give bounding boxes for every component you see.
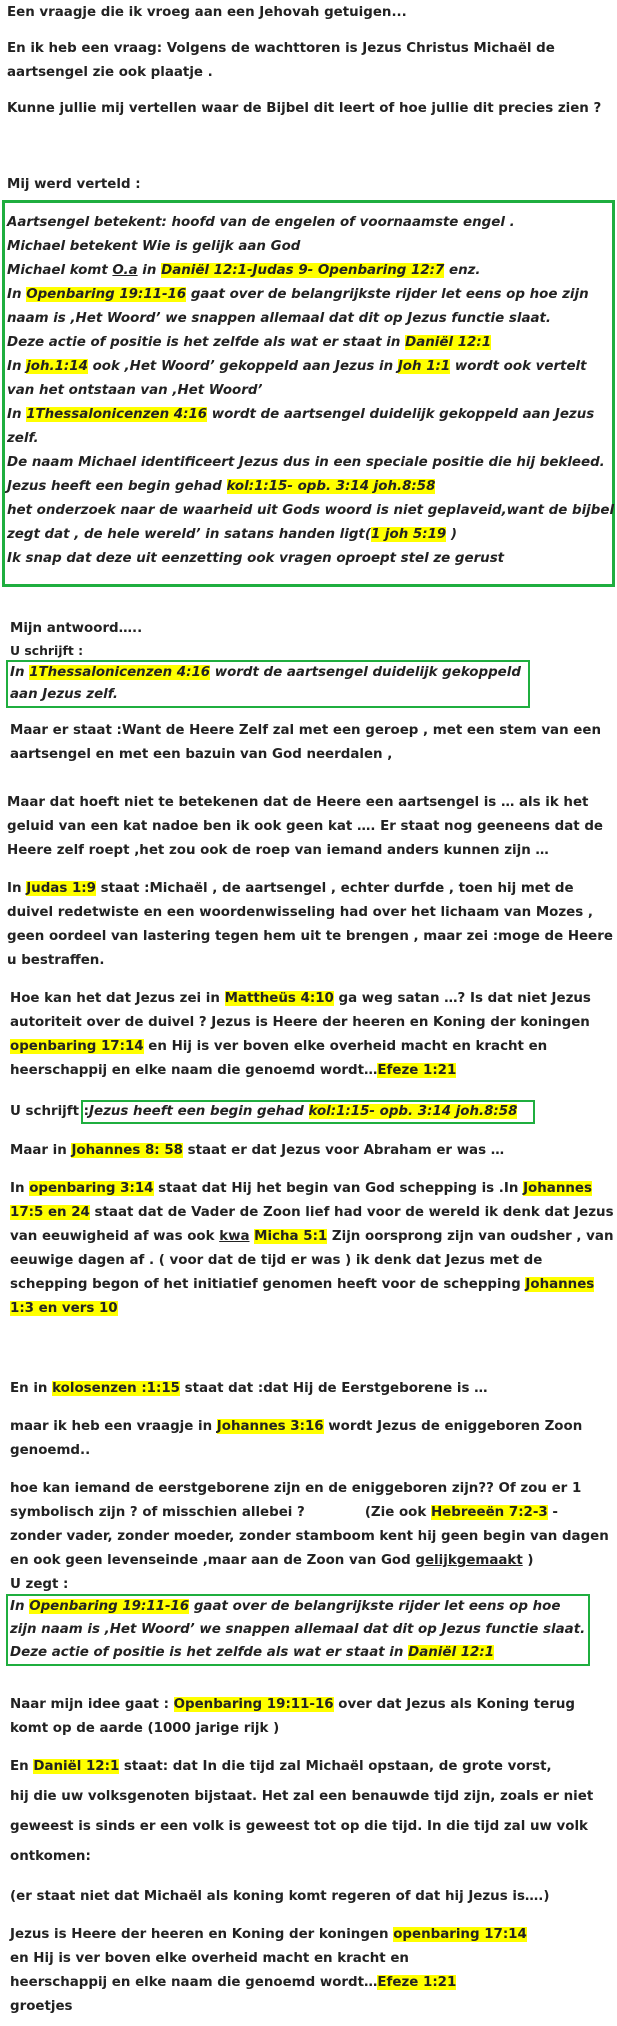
text: gelijkgemaakt: [415, 1553, 523, 1568]
text: Deze actie of positie is het zelfde als wat er staat in: [10, 1645, 409, 1660]
bible-reference: Daniël 12:1: [408, 1645, 495, 1660]
bible-reference: joh.1:14: [26, 359, 88, 374]
quote3-line-2: zijn naam is ,Het Woord’ we snappen allemaal dat dit op Jezus functie slaat.: [10, 1622, 586, 1637]
text: zegt dat , de hele wereld’ in satans handen ligt(: [7, 527, 371, 542]
text: Maar in: [10, 1143, 72, 1158]
text: staat: dat In die tijd zal Michaël opstaan, de grote vorst,: [119, 1759, 552, 1774]
text: van eeuwigheid af was ook: [10, 1229, 220, 1244]
p2-line-3: Heere zelf roept ,het zou ook de roep van iemand anders kunnen zijn …: [7, 843, 549, 858]
bible-reference: Mattheüs 4:10: [224, 991, 334, 1006]
p11-line-4: ontkomen:: [10, 1849, 91, 1864]
p4-line-3: [10, 1038, 547, 1056]
bible-reference: Micha 5:1: [254, 1229, 328, 1244]
text: (Zie ook: [364, 1505, 431, 1520]
told-line-2: Michael betekent Wie is gelijk aan God: [7, 239, 301, 254]
p4-line-1: [10, 990, 591, 1008]
intro-line-3: Kunne jullie mij vertellen waar de Bijbel dit leert of hoe jullie dit precies zien ?: [7, 101, 602, 116]
you-say-label: U zegt :: [10, 1577, 69, 1592]
text: In: [10, 1181, 30, 1196]
p6-line-5: [10, 1276, 594, 1294]
text: -: [547, 1505, 558, 1520]
closing-line: groetjes: [10, 1999, 73, 2014]
told-line-7: [7, 358, 587, 376]
text: En: [10, 1759, 34, 1774]
told-line-14: [7, 526, 457, 544]
text: wordt ook vertelt: [450, 359, 587, 374]
text: gaat over de belangrijkste rijder let eens op hoe zijn: [186, 287, 589, 302]
text: ga weg satan …? Is dat niet Jezus: [333, 991, 591, 1006]
bible-reference: openbaring 17:14: [393, 1927, 527, 1942]
text: Jezus is Heere der heeren en Koning der koningen: [10, 1927, 394, 1942]
bible-reference: kolosenzen :1:15: [52, 1381, 180, 1396]
p2-line-2: geluid van een kat nadoe ben ik ook geen kat …. Er staat nog geeneens dat de: [7, 819, 603, 834]
bible-reference: Johannes 3:16: [216, 1419, 324, 1434]
p10-line-1: [10, 1696, 575, 1714]
text: ): [446, 527, 458, 542]
answer-heading: Mijn antwoord…..: [10, 621, 143, 636]
bible-reference: 1:3 en vers 10: [10, 1301, 118, 1316]
intro-line-2a: En ik heb een vraag: Volgens de wachttoren is Jezus Christus Michaël de: [7, 41, 555, 56]
text: Zijn oorsprong zijn van oudsher , van: [327, 1229, 614, 1244]
p9-line-3: zonder vader, zonder moeder, zonder stamboom kent hij geen begin van dagen: [10, 1529, 609, 1544]
p5-line: [10, 1142, 504, 1160]
text: schepping begon of het initiatief genomen heeft voor de schepping: [10, 1277, 526, 1292]
text: Naar mijn idee gaat :: [10, 1697, 174, 1712]
p3-line-4: u bestraffen.: [7, 953, 105, 968]
told-line-13: het onderzoek naar de waarheid uit Gods woord is niet geplaveid,want de bijbel: [7, 503, 615, 518]
text: Michael komt: [7, 263, 113, 278]
bible-reference: Daniël 12:1-Judas 9- Openbaring 12:7: [161, 263, 445, 278]
p6-line-6: [10, 1300, 118, 1318]
bible-reference: Joh 1:1: [397, 359, 451, 374]
text: symbolisch zijn ? of misschien allebei ?: [10, 1505, 305, 1520]
quote1-line-2: aan Jezus zelf.: [10, 687, 118, 702]
quote3-line-1: [10, 1598, 560, 1616]
text: In: [10, 665, 30, 680]
p12-line: (er staat niet dat Michaël als koning komt regeren of dat hij Jezus is….): [10, 1889, 550, 1904]
bible-reference: Daniël 12:1: [405, 335, 492, 350]
text: kwa: [219, 1229, 250, 1244]
text: staat :Michaël , de aartsengel , echter durfde , toen hij met de: [95, 881, 574, 896]
bible-reference: Openbaring 19:11-16: [173, 1697, 334, 1712]
told-line-9: [7, 406, 594, 424]
p1-line-2: aartsengel en met een bazuin van God neerdalen ,: [10, 747, 393, 762]
bible-reference: Johannes: [523, 1181, 592, 1196]
text: maar ik heb een vraagje in: [10, 1419, 217, 1434]
told-line-8: van het ontstaan van ,Het Woord’: [7, 383, 263, 398]
text: O.a: [112, 263, 138, 278]
bible-reference: Openbaring 19:11-16: [29, 1599, 190, 1614]
p3-line-1: [7, 880, 574, 898]
p8-line-2: genoemd..: [10, 1443, 91, 1458]
p2-line-1: Maar dat hoeft niet te betekenen dat de Heere een aartsengel is … als ik het: [7, 795, 589, 810]
text: Jezus heeft een begin gehad: [7, 479, 227, 494]
told-line-6: [7, 334, 491, 352]
p10-line-2: komt op de aarde (1000 jarige rijk ): [10, 1721, 280, 1736]
text: In: [7, 881, 27, 896]
text: In: [7, 359, 27, 374]
bible-reference: Efeze 1:21: [377, 1063, 457, 1078]
told-heading: Mij werd verteld :: [7, 177, 141, 192]
text: Deze actie of positie is het zelfde als wat er staat in: [7, 335, 406, 350]
text: enz.: [444, 263, 481, 278]
p4-line-4: [10, 1062, 456, 1080]
text: staat er dat Jezus voor Abraham er was …: [182, 1143, 505, 1158]
p6-line-1: [10, 1180, 592, 1198]
quote2-line: [10, 1103, 517, 1121]
told-line-15: Ik snap dat deze uit eenzetting ook vragen oproept stel ze gerust: [7, 551, 505, 566]
text: staat dat Hij het begin van God schepping is .In: [153, 1181, 524, 1196]
bible-reference: openbaring 3:14: [29, 1181, 154, 1196]
p9-line-4: [10, 1552, 534, 1570]
text: en Hij is ver boven elke overheid macht en kracht en: [143, 1039, 548, 1054]
text: staat dat :dat Hij de Eerstgeborene is …: [180, 1381, 488, 1396]
bible-reference: Johannes 8: 58: [71, 1143, 183, 1158]
bible-reference: Efeze 1:21: [377, 1975, 457, 1990]
intro-line-2b: aartsengel zie ook plaatje .: [7, 65, 213, 80]
bible-reference: 1 joh 5:19: [370, 527, 447, 542]
p6-line-3: [10, 1228, 613, 1246]
text: In: [7, 407, 27, 422]
bible-reference: kol:1:15- opb. 3:14 joh.8:58: [308, 1104, 518, 1119]
p6-line-4: eeuwige dagen af . ( voor dat de tijd er was ) ik denk dat Jezus met de: [10, 1253, 543, 1268]
text: In: [7, 287, 27, 302]
p13-line-3: [10, 1974, 456, 1992]
text: Hoe kan het dat Jezus zei in: [10, 991, 225, 1006]
p11-line-1: [10, 1758, 552, 1776]
text: staat dat de Vader de Zoon lief had voor de wereld ik denk dat Jezus: [89, 1205, 614, 1220]
told-line-3: [7, 262, 481, 280]
intro-line-1: Een vraagje die ik vroeg aan een Jehovah getuigen...: [7, 5, 407, 20]
text: En in: [10, 1381, 53, 1396]
text: wordt Jezus de eniggeboren Zoon: [323, 1419, 583, 1434]
p13-line-1: [10, 1926, 527, 1944]
text: gaat over de belangrijkste rijder let eens op hoe: [189, 1599, 561, 1614]
p7-line: [10, 1380, 488, 1398]
text: Jezus heeft een begin gehad: [89, 1104, 309, 1119]
bible-reference: kol:1:15- opb. 3:14 joh.8:58: [226, 479, 436, 494]
you-write-label: U schrijft :: [10, 643, 84, 658]
bible-reference: Daniël 12:1: [33, 1759, 120, 1774]
p13-line-2: en Hij is ver boven elke overheid macht en kracht en: [10, 1951, 409, 1966]
p11-line-2: hij die uw volksgenoten bijstaat. Het zal een benauwde tijd zijn, zoals er niet: [10, 1789, 594, 1804]
told-line-5: naam is ,Het Woord’ we snappen allemaal dat dit op Jezus functie slaat.: [7, 311, 552, 326]
p8-line-1: [10, 1418, 582, 1436]
bible-reference: 17:5 en 24: [10, 1205, 90, 1220]
bible-reference: Judas 1:9: [26, 881, 96, 896]
told-line-10: zelf.: [7, 431, 39, 446]
p3-line-2: duivel redetwiste en een woordenwisseling had over het lichaam van Mozes ,: [7, 905, 593, 920]
text: wordt de aartsengel duidelijk gekoppeld: [210, 665, 521, 680]
told-line-12: [7, 478, 435, 496]
text: heerschappij en elke naam die genoemd wordt…: [10, 1063, 378, 1078]
bible-reference: 1Thessalonicenzen 4:16: [29, 665, 211, 680]
text: wordt de aartsengel duidelijk gekoppeld aan Jezus: [207, 407, 595, 422]
bible-reference: Hebreeën 7:2-3: [430, 1505, 548, 1520]
quote3-line-3: [10, 1644, 494, 1662]
told-line-1: Aartsengel betekent: hoofd van de engelen of voornaamste engel .: [7, 215, 515, 230]
bible-reference: Openbaring 19:11-16: [26, 287, 187, 302]
text: heerschappij en elke naam die genoemd wordt…: [10, 1975, 378, 1990]
text: In: [10, 1599, 30, 1614]
bible-reference: openbaring 17:14: [10, 1039, 144, 1054]
text: ): [522, 1553, 534, 1568]
p9-line-1: hoe kan iemand de eerstgeborene zijn en de eniggeboren zijn?? Of zou er 1: [10, 1481, 582, 1496]
text: U schrijft :: [10, 1104, 90, 1119]
quote1-line-1: [10, 664, 521, 682]
p1-line-1: Maar er staat :Want de Heere Zelf zal met een geroep , met een stem van een: [10, 723, 601, 738]
p4-line-2: autoriteit over de duivel ? Jezus is Heere der heeren en Koning der koningen: [10, 1015, 590, 1030]
p9-line-2: [10, 1504, 558, 1522]
bible-reference: Johannes: [525, 1277, 595, 1292]
p3-line-3: geen oordeel van lastering tegen hem uit te brengen , maar zei :moge de Heere: [7, 929, 613, 944]
told-line-4: [7, 286, 589, 304]
p11-line-3: geweest is sinds er een volk is geweest tot op die tijd. In die tijd zal uw volk: [10, 1819, 588, 1834]
text: en ook geen levenseinde ,maar aan de Zoon van God: [10, 1553, 416, 1568]
text: over dat Jezus als Koning terug: [333, 1697, 575, 1712]
bible-reference: 1Thessalonicenzen 4:16: [26, 407, 208, 422]
text: ook ,Het Woord’ gekoppeld aan Jezus in: [87, 359, 398, 374]
text: in: [137, 263, 162, 278]
p6-line-2: [10, 1204, 614, 1222]
told-line-11: De naam Michael identificeert Jezus dus in een speciale positie die hij bekleed.: [7, 455, 605, 470]
